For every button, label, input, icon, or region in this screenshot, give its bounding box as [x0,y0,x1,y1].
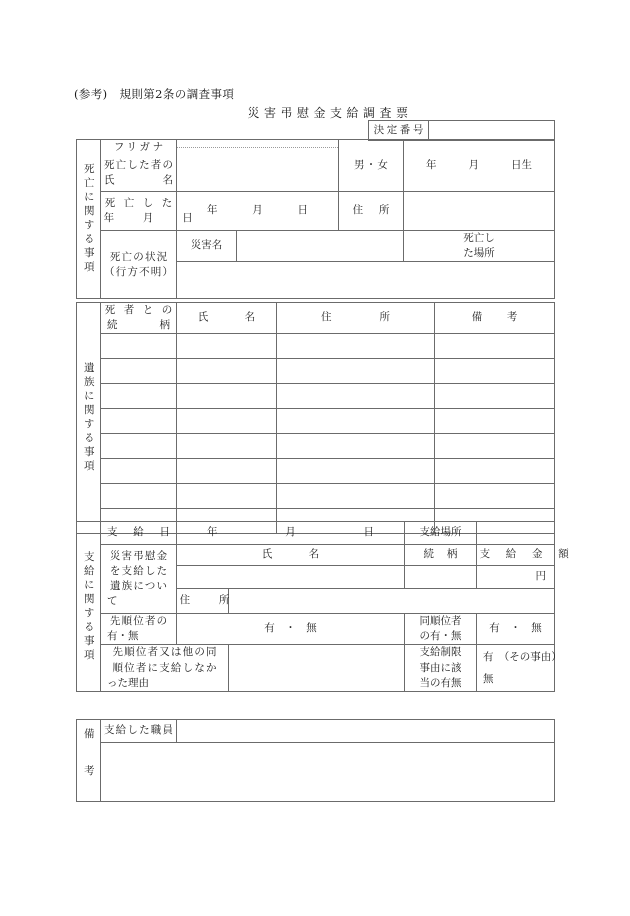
deceased-name-label: 死亡した者の 氏 名 [101,155,177,192]
payment-date-month-label: 月 [285,526,296,539]
death-date-year-label: 年 [207,204,218,217]
table-row[interactable] [177,434,277,459]
reason-label: 先順位者又は他の同 順位者に支給しなか った理由 [101,645,229,692]
family-header-name: 氏 名 [177,303,277,334]
table-row[interactable] [101,334,177,359]
recipient-name-header: 氏 名 [177,545,405,566]
death-date-label: 死 亡 し た 年 月 日 [101,192,177,231]
restriction-option[interactable]: 有 （その事由） 無 [477,645,555,692]
recipient-address-input[interactable] [229,589,555,614]
payment-place-input[interactable] [477,522,555,545]
furigana-label: フリガナ [101,140,177,156]
address-input[interactable] [404,192,555,231]
birthdate-cell[interactable] [404,140,555,192]
recipient-amount-input[interactable]: 円 [477,566,555,589]
decision-number-table [368,120,555,141]
gender-cell[interactable]: 男・女 [339,140,404,192]
decision-number-label: 決定番号 [369,121,429,141]
staff-input[interactable] [177,720,555,743]
recipient-relation-input[interactable] [405,566,477,589]
table-row[interactable] [177,384,277,409]
prior-rank-option[interactable]: 有 ・ 無 [177,614,405,645]
table-row[interactable] [435,359,555,384]
birthdate-day-label: 日生 [511,158,532,171]
payment-date-year-label: 年 [207,526,218,539]
table-row[interactable] [435,459,555,484]
remarks-table [76,719,555,802]
table-row[interactable] [277,434,435,459]
decision-number-input[interactable] [429,121,555,141]
birthdate-month-label: 月 [468,158,479,171]
furigana-dotted-rule [177,147,338,148]
remarks-side-label-char2: 考 [82,764,95,801]
table-row[interactable] [435,409,555,434]
table-row[interactable] [101,484,177,509]
disaster-name-input[interactable] [237,231,404,262]
payment-table [76,521,572,692]
table-row[interactable] [435,334,555,359]
address-label: 住 所 [339,192,404,231]
death-section-side-label: 死亡に関する事項 [77,140,101,299]
family-header-remarks: 備 考 [435,303,555,334]
payment-place-label: 支給場所 [405,522,477,545]
document-title: 災害弔慰金支給調査票 [247,106,413,120]
remarks-input[interactable] [101,743,555,802]
deceased-name-input[interactable] [177,155,339,192]
same-rank-option[interactable]: 有 ・ 無 [477,614,555,645]
family-header-address: 住 所 [277,303,435,334]
table-row[interactable] [101,459,177,484]
remarks-side-label-char1: 備 [82,728,95,765]
circumstance-input[interactable] [177,262,555,299]
table-row[interactable] [177,334,277,359]
reference-note: (参考) 規則第2条の調査事項 [74,87,235,101]
death-info-table [76,139,555,299]
circumstance-label: 死亡の状況 （行方不明） [101,231,177,299]
table-row[interactable] [277,484,435,509]
table-row[interactable] [277,409,435,434]
payment-date-day-label: 日 [363,526,374,539]
death-place-label: 死亡し た場所 [404,231,555,262]
recipient-address-label: 住 所 [177,589,229,614]
death-date-month-label: 月 [252,204,263,217]
payment-section-side-label: 支給に関する事項 [77,522,101,692]
disaster-name-label: 災害名 [177,231,237,262]
same-rank-label: 同順位者 の有・無 [405,614,477,645]
table-row[interactable] [277,384,435,409]
death-date-input[interactable] [177,192,339,231]
reason-input[interactable] [229,645,405,692]
table-row[interactable] [101,359,177,384]
table-row[interactable] [177,359,277,384]
table-row[interactable] [177,459,277,484]
birthdate-year-label: 年 [426,158,437,171]
payment-date-input[interactable] [177,522,405,545]
death-date-day-label: 日 [297,204,308,217]
recipient-name-input[interactable] [177,566,405,589]
remarks-section-side-label [77,720,101,802]
table-row[interactable] [101,409,177,434]
family-section-side-label: 遺族に関する事項 [77,303,101,534]
table-row[interactable] [277,334,435,359]
recipient-relation-header: 続 柄 [405,545,477,566]
family-header-relation: 死 者 と の 続 柄 [101,303,177,334]
table-row[interactable] [435,484,555,509]
table-row[interactable] [177,484,277,509]
recipient-amount-header: 支 給 金 額 [477,545,555,566]
family-table [76,302,555,534]
table-row[interactable] [277,359,435,384]
table-row[interactable] [435,384,555,409]
table-row[interactable] [277,459,435,484]
payment-date-label: 支 給 日 [101,522,177,545]
table-row[interactable] [435,434,555,459]
restriction-label: 支給制限 事由に該 当の有無 [405,645,477,692]
table-row[interactable] [177,409,277,434]
staff-label: 支給した職員 [101,720,177,743]
prior-rank-label: 先順位者の 有・無 [101,614,177,645]
table-row[interactable] [101,384,177,409]
furigana-input[interactable] [177,140,339,156]
table-row[interactable] [101,434,177,459]
recipient-label: 災害弔慰金 を支給した 遺族につい て [101,545,177,614]
